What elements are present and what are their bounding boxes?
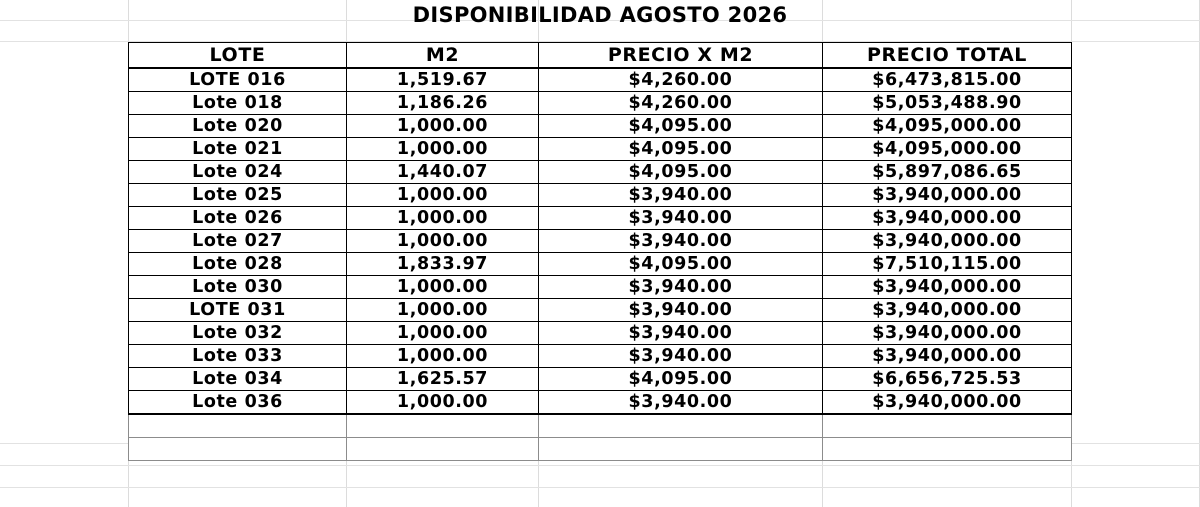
table-body bbox=[129, 68, 1072, 461]
cell-m2[interactable]: 1,186.26 bbox=[347, 92, 539, 115]
table-row bbox=[129, 207, 1072, 230]
gridline bbox=[0, 465, 1200, 466]
cell-precio-m2[interactable]: $4,095.00 bbox=[539, 161, 823, 184]
table-row bbox=[129, 299, 1072, 322]
cell-precio-total[interactable]: $3,940,000.00 bbox=[823, 184, 1072, 207]
cell-m2[interactable]: 1,519.67 bbox=[347, 68, 539, 92]
cell-lote[interactable]: Lote 028 bbox=[129, 253, 347, 276]
gridline bbox=[0, 487, 1200, 488]
cell-m2[interactable]: 1,625.57 bbox=[347, 368, 539, 391]
header-m2[interactable]: M2 bbox=[347, 43, 539, 69]
empty-cell[interactable] bbox=[539, 438, 823, 461]
cell-precio-total[interactable]: $3,940,000.00 bbox=[823, 207, 1072, 230]
empty-row bbox=[129, 414, 1072, 438]
cell-m2[interactable]: 1,833.97 bbox=[347, 253, 539, 276]
empty-cell[interactable] bbox=[347, 414, 539, 438]
cell-precio-total[interactable]: $4,095,000.00 bbox=[823, 115, 1072, 138]
cell-lote[interactable]: Lote 018 bbox=[129, 92, 347, 115]
cell-lote[interactable]: Lote 032 bbox=[129, 322, 347, 345]
table-row bbox=[129, 161, 1072, 184]
cell-precio-m2[interactable]: $3,940.00 bbox=[539, 299, 823, 322]
cell-lote[interactable]: Lote 026 bbox=[129, 207, 347, 230]
cell-precio-m2[interactable]: $3,940.00 bbox=[539, 230, 823, 253]
cell-precio-m2[interactable]: $4,095.00 bbox=[539, 138, 823, 161]
cell-precio-total[interactable]: $3,940,000.00 bbox=[823, 230, 1072, 253]
table-row bbox=[129, 276, 1072, 299]
empty-cell[interactable] bbox=[347, 438, 539, 461]
cell-precio-m2[interactable]: $3,940.00 bbox=[539, 391, 823, 415]
cell-lote[interactable]: LOTE 016 bbox=[129, 68, 347, 92]
cell-m2[interactable]: 1,440.07 bbox=[347, 161, 539, 184]
cell-m2[interactable]: 1,000.00 bbox=[347, 299, 539, 322]
cell-lote[interactable]: Lote 030 bbox=[129, 276, 347, 299]
cell-precio-m2[interactable]: $3,940.00 bbox=[539, 345, 823, 368]
cell-precio-m2[interactable]: $4,095.00 bbox=[539, 368, 823, 391]
cell-precio-total[interactable]: $7,510,115.00 bbox=[823, 253, 1072, 276]
cell-precio-m2[interactable]: $4,095.00 bbox=[539, 115, 823, 138]
cell-precio-m2[interactable]: $4,260.00 bbox=[539, 92, 823, 115]
empty-cell[interactable] bbox=[823, 414, 1072, 438]
cell-lote[interactable]: Lote 024 bbox=[129, 161, 347, 184]
cell-precio-m2[interactable]: $4,095.00 bbox=[539, 253, 823, 276]
empty-cell[interactable] bbox=[823, 438, 1072, 461]
cell-m2[interactable]: 1,000.00 bbox=[347, 138, 539, 161]
cell-precio-m2[interactable]: $3,940.00 bbox=[539, 207, 823, 230]
cell-lote[interactable]: Lote 027 bbox=[129, 230, 347, 253]
table-row bbox=[129, 92, 1072, 115]
cell-precio-m2[interactable]: $4,260.00 bbox=[539, 68, 823, 92]
table-row bbox=[129, 68, 1072, 92]
cell-lote[interactable]: Lote 020 bbox=[129, 115, 347, 138]
cell-m2[interactable]: 1,000.00 bbox=[347, 391, 539, 415]
cell-lote[interactable]: Lote 034 bbox=[129, 368, 347, 391]
table-row bbox=[129, 138, 1072, 161]
cell-precio-m2[interactable]: $3,940.00 bbox=[539, 184, 823, 207]
table-row bbox=[129, 368, 1072, 391]
empty-cell[interactable] bbox=[129, 438, 347, 461]
cell-precio-total[interactable]: $3,940,000.00 bbox=[823, 299, 1072, 322]
header-precio-total[interactable]: PRECIO TOTAL bbox=[823, 43, 1072, 69]
sheet-title: DISPONIBILIDAD AGOSTO 2026 bbox=[412, 3, 788, 27]
cell-precio-total[interactable]: $3,940,000.00 bbox=[823, 345, 1072, 368]
cell-precio-m2[interactable]: $3,940.00 bbox=[539, 322, 823, 345]
cell-precio-m2[interactable]: $3,940.00 bbox=[539, 276, 823, 299]
cell-m2[interactable]: 1,000.00 bbox=[347, 115, 539, 138]
cell-m2[interactable]: 1,000.00 bbox=[347, 184, 539, 207]
cell-precio-total[interactable]: $6,473,815.00 bbox=[823, 68, 1072, 92]
cell-precio-total[interactable]: $5,053,488.90 bbox=[823, 92, 1072, 115]
cell-m2[interactable]: 1,000.00 bbox=[347, 345, 539, 368]
cell-lote[interactable]: Lote 025 bbox=[129, 184, 347, 207]
empty-row bbox=[129, 438, 1072, 461]
header-lote[interactable]: LOTE bbox=[129, 43, 347, 69]
table-row bbox=[129, 115, 1072, 138]
table-row bbox=[129, 253, 1072, 276]
empty-cell[interactable] bbox=[129, 414, 347, 438]
cell-m2[interactable]: 1,000.00 bbox=[347, 207, 539, 230]
cell-lote[interactable]: Lote 021 bbox=[129, 138, 347, 161]
cell-precio-total[interactable]: $3,940,000.00 bbox=[823, 322, 1072, 345]
cell-m2[interactable]: 1,000.00 bbox=[347, 276, 539, 299]
cell-lote[interactable]: Lote 036 bbox=[129, 391, 347, 415]
header-precio-m2[interactable]: PRECIO X M2 bbox=[539, 43, 823, 69]
table-row bbox=[129, 230, 1072, 253]
cell-precio-total[interactable]: $4,095,000.00 bbox=[823, 138, 1072, 161]
table-row bbox=[129, 184, 1072, 207]
cell-precio-total[interactable]: $5,897,086.65 bbox=[823, 161, 1072, 184]
empty-cell[interactable] bbox=[539, 414, 823, 438]
table-row bbox=[129, 391, 1072, 415]
availability-table bbox=[128, 42, 1072, 461]
cell-lote[interactable]: LOTE 031 bbox=[129, 299, 347, 322]
cell-precio-total[interactable]: $6,656,725.53 bbox=[823, 368, 1072, 391]
cell-lote[interactable]: Lote 033 bbox=[129, 345, 347, 368]
header-row bbox=[129, 43, 1072, 69]
table-row bbox=[129, 322, 1072, 345]
cell-precio-total[interactable]: $3,940,000.00 bbox=[823, 276, 1072, 299]
table-row bbox=[129, 345, 1072, 368]
cell-m2[interactable]: 1,000.00 bbox=[347, 230, 539, 253]
cell-precio-total[interactable]: $3,940,000.00 bbox=[823, 391, 1072, 415]
cell-m2[interactable]: 1,000.00 bbox=[347, 322, 539, 345]
